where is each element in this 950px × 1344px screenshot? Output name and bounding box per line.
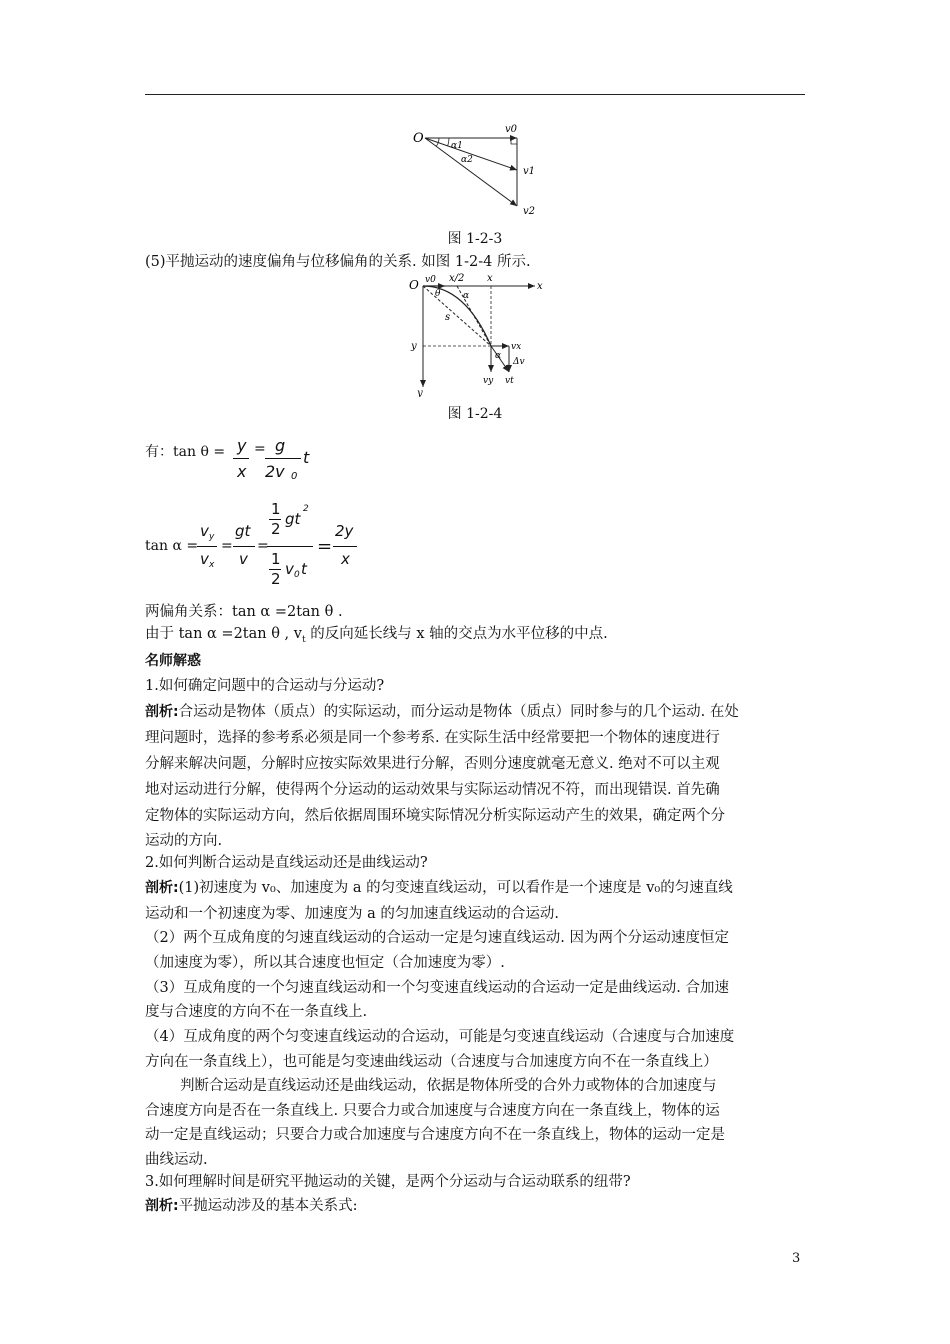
midpoint-text: 由于 tan α =2tan θ , $v_t$ 的反向延长线与 x 轴的交点为水平位移的中点. — [145, 626, 608, 645]
answer-2-line-11: 动一定是直线运动；只要合力或合加速度与合速度方向不在一条直线上，物体的运动一定是 — [145, 1127, 725, 1143]
answer-2-line-3: （2）两个互成角度的匀速直线运动的合运动一定是匀速直线运动. 因为两个分运动速度恒定 — [145, 930, 729, 946]
alpha2-label: α2 — [461, 155, 473, 165]
answer-2-line-9: 判断合运动是直线运动还是曲线运动，依据是物体所受的合外力或物体的合加速度与 — [180, 1078, 717, 1094]
paragraph-line: (5)平抛运动的速度偏角与位移偏角的关系. 如图 1-2-4 所示. — [145, 254, 531, 270]
answer-2-line-7: （4）互成角度的两个匀变速直线运动的合运动，可能是匀变速直线运动（合速度与合加速度 — [145, 1029, 735, 1045]
vy-label: vy — [483, 376, 494, 386]
figure-1-2-3 — [405, 118, 555, 220]
answer-2-line-8: 方向在一条直线上），也可能是匀变速曲线运动（合速度与合加速度方向不在一条直线上） — [145, 1054, 718, 1070]
answer-1-line-4: 地对运动进行分解，使得两个分运动的运动效果与实际运动情况不符，而出现错误. 首先确 — [145, 782, 720, 798]
v2-vector — [425, 138, 517, 206]
y-mid-label: y — [411, 341, 417, 352]
v2-label: v2 — [523, 206, 536, 217]
answer-1-line-5: 定物体的实际运动方向，然后依据周围环境实际情况分析实际运动产生的效果，确定两个分 — [145, 808, 725, 824]
answer-3-line-1: 剖析:平抛运动涉及的基本关系式: — [145, 1198, 358, 1214]
alpha1-label: α1 — [451, 141, 463, 151]
answer-1-line-2: 理问题时，选择的参考系必须是同一个参考系. 在实际生活中经常要把一个物体的速度进行 — [145, 730, 720, 746]
formula-tan-alpha: tan α = v y v x = gt v = 1 2 gt 2 1 2 v 0 t = 2y x — [145, 498, 405, 600]
angle-arc-1 — [448, 138, 449, 146]
answer-2-line-6: 度与合速度的方向不在一条直线上. — [145, 1004, 368, 1020]
half-x-label: x/2 — [449, 273, 465, 284]
answer-1-line-3: 分解来解决问题，分解时应按实际效果进行分解，否则分速度就毫无意义. 绝对不可以主观 — [145, 756, 720, 772]
answer-1-line-1: 剖析:合运动是物体（质点）的实际运动，而分运动是物体（质点）同时参与的几个运动. 在处 — [145, 704, 739, 720]
delta-v-label: Δv — [513, 357, 525, 367]
v0-label: v0 — [505, 124, 518, 135]
figure-caption-2: 图 1-2-4 — [447, 406, 503, 422]
v1-label: v1 — [523, 166, 536, 177]
displacement-s — [423, 286, 491, 346]
answer-2-line-12: 曲线运动. — [145, 1152, 208, 1168]
answer-2-line-10: 合速度方向是否在一条直线上. 只要合力或合加速度与合速度方向在一条直线上，物体的运 — [145, 1103, 720, 1119]
s-label: s — [445, 312, 451, 323]
alpha-bottom-label: α — [495, 351, 502, 361]
question-1: 1.如何确定问题中的合运动与分运动? — [145, 678, 385, 694]
answer-2-line-4: （加速度为零），所以其合速度也恒定（合加速度为零）. — [145, 955, 505, 971]
question-3: 3.如何理解时间是研究平抛运动的关键，是两个分运动与合运动联系的纽带? — [145, 1174, 631, 1190]
section-heading: 名师解惑 — [145, 653, 201, 669]
figure-1-2-4 — [405, 272, 555, 397]
y-axis-label: y — [417, 388, 423, 397]
figure-caption-1: 图 1-2-3 — [447, 231, 503, 247]
origin-label-2: O — [409, 278, 419, 292]
v0-label-2: v0 — [425, 275, 436, 285]
theta-label: θ — [435, 289, 441, 299]
question-2: 2.如何判断合运动是直线运动还是曲线运动? — [145, 855, 428, 871]
page-number: 3 — [792, 1251, 801, 1266]
answer-2-line-2: 运动和一个初速度为零、加速度为 a 的匀加速直线运动的合运动. — [145, 906, 559, 922]
answer-2-line-1: 剖析:(1)初速度为 v₀、加速度为 a 的匀变速直线运动，可以看作是一个速度是 v₀的匀速直线 — [145, 880, 733, 896]
v1-vector — [425, 138, 517, 170]
right-angle-mark — [511, 138, 517, 144]
x-top-label: x — [487, 273, 493, 284]
answer-1-line-6: 运动的方向. — [145, 833, 223, 849]
x-axis-label: x — [537, 281, 543, 292]
formula-tan-theta: 有：tan θ = y x = g 2v 0 t — [145, 436, 310, 482]
answer-2-line-5: （3）互成角度的一个匀速直线运动和一个匀变速直线运动的合运动一定是曲线运动. 合加速 — [145, 980, 729, 996]
vx-label: vx — [511, 342, 522, 352]
relation-text: 两偏角关系：tan α =2tan θ . — [145, 604, 343, 620]
vt-label: vt — [505, 376, 514, 386]
header-rule — [145, 94, 805, 95]
origin-label: O — [413, 131, 424, 146]
alpha-top-label: α — [463, 291, 470, 301]
